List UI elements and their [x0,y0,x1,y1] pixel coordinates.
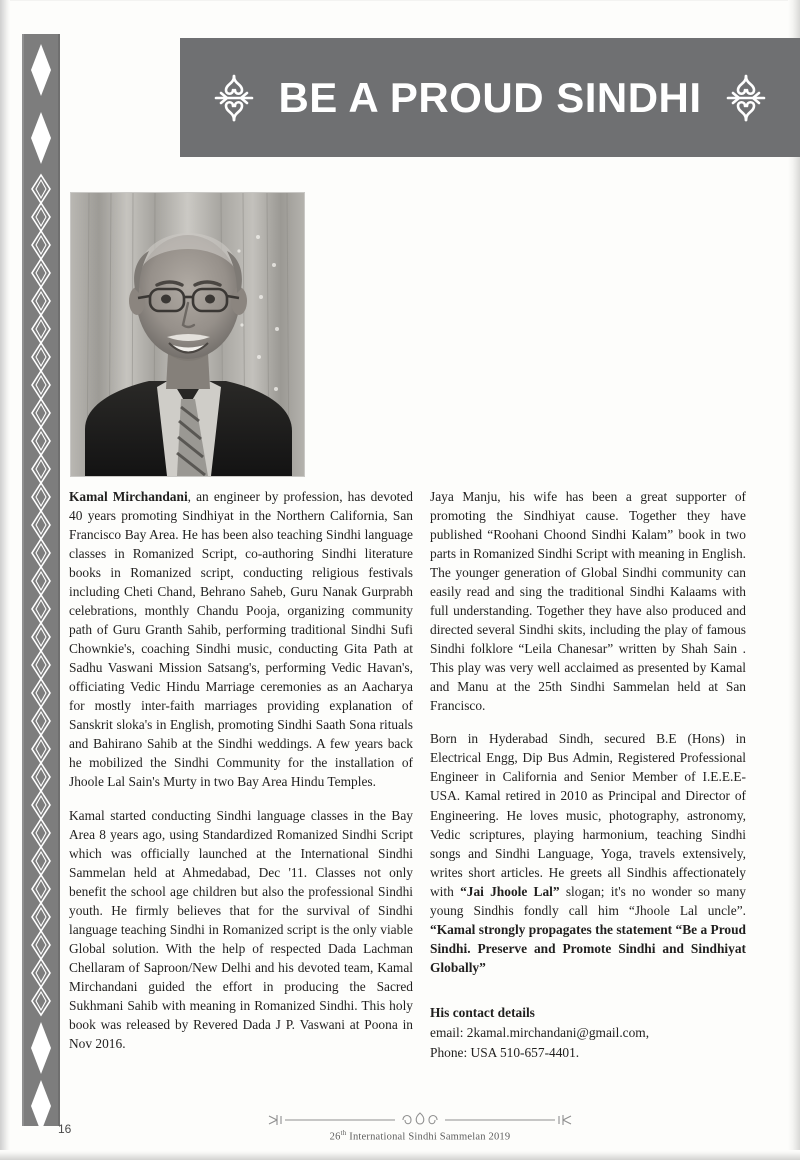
decorative-footer-rule [255,1110,585,1130]
paragraph-biography [430,729,746,976]
sindhi-scroll-ornament-left [212,70,256,126]
person-name-lead: Kamal Mirchandani [69,489,188,504]
paragraph-intro [69,487,413,792]
page-header-banner [180,38,800,157]
footer-caption-rest: International Sindhi Sammelan 2019 [346,1131,511,1143]
sindhi-scroll-ornament-right [724,70,768,126]
paragraph-classes: Kamal started conducting Sindhi language classes in the Bay Area 8 years ago, using Standardized Romanized Sindhi Script which was officially launched at the International Sindhi Sammelan held at Ahmedabad, Dec '11. Classes not only benefit the school age children but also the professional Sindhi youth. He firmly believes that for the survival of Sindhi language teaching Sindhi in Romanized script is the only viable Global solution. With the help of respected Dada Lachman Chellaram of Saproon/New Delhi and his devoted team, Kamal Mirchandani guided the effort in producing the Sacred Sukhmani Sahib with meaning in Romanized Sindhi. This holy book was released by Revered Dada J P. Vaswani at Poona in Nov 2016. [69,807,413,1051]
footer-ordinal-number: 26 [329,1131,341,1143]
article-column-left [69,487,413,1053]
contact-heading: His contact details [430,1005,535,1020]
biography-part-a: Born in Hyderabad Sindh, secured B.E (Hons) in Electrical Engg, Dip Bus Admin, Registered Professional Engineer in California and Senior Member of I.E.E.E-USA. Kamal retired in 2010 as Principal and Director of Engineering. He loves music, photography, astronomy, Vedic scriptures, playing harmonium, teaching Sindhi songs and Sindhi Language, Yoga, travels extensively, writes short articles. He greets all Sindhis affectionately with [430,731,746,899]
ornamental-border-strip [22,34,60,1126]
page-number: 16 [58,1122,72,1136]
statement-be-a-proud-sindhi: “Kamal strongly propagates the statement “Be a Proud Sindhi. Preserve and Promote Sindhi and Sindhiyat Globally” [430,921,746,975]
paragraph-intro-body: , an engineer by profession, has devoted 40 years promoting Sindhiyat in the Northern California, San Francisco Bay Area. He has been also teaching Sindhi language classes in Romanized Script, co-authoring Sindhi literature books in Romanized script, conducting religious festivals including Cheti Chand, Behrano Saheb, Guru Nanak Gurprabh celebrations, monthly Chandu Pooja, organizing community path of Guru Granth Sahib, performing traditional Sindhi Sufi Chownkie's, coaching Sindhi music, conducting Gita Path at Sadhu Vaswani Mission Satsang's, performing Vedic Havan's, officiating Vedic Hindu Marriage ceremonies as an Aacharya for mostly inter-faith marriages providing explanation of Sanskrit sloka's in English, promoting Sindhi Saath Sona rituals and Bahirano Sahib at the Sindhi weddings. A few years back he mobilized the Sindhi Community for the installation of Jhoole Lal Sain's Murty in two Bay Area Hindu Temples. [69,489,413,790]
footer-caption [255,1129,585,1143]
biography-part-c: slogan; it's no wonder so many young Sindhis fondly call him “Jhoole Lal uncle”. [430,883,746,918]
slogan-jai-jhoole-lal: “Jai Jhoole Lal” [460,883,560,899]
contact-details [430,1003,746,1062]
portrait-photo [70,192,305,477]
footer-ordinal-suffix: th [340,1129,347,1137]
scan-edge-left [0,0,10,1160]
contact-email[interactable]: email: 2kamal.mirchandani@gmail.com, [430,1025,650,1041]
scan-edge-right [788,0,800,1160]
paragraph-wife: Jaya Manju, his wife has been a great supporter of promoting the Sindhiyat cause. Together they have published “Roohani Choond Sindhi Kalam” book in two parts in Romanized Sindhi Script with meaning in English. The younger generation of Global Sindhi community can easily read and sing the traditional Sindhi Kalaams with full understanding. Together they have also produced and directed several Sindhi skits, including the play of famous Sindhi folklore “Leila Chanesar” written by Shah Sain . This play was very well acclaimed as presented by Kamal and Manu at the 25th Sindhi Sammelan held at San Francisco. [430,489,746,714]
scan-edge-bottom [0,1150,800,1160]
contact-phone[interactable]: Phone: USA 510-657-4401. [430,1044,580,1060]
footer [255,1110,585,1143]
page-title: BE A PROUD SINDHI [278,73,702,121]
article-column-right [430,487,746,977]
